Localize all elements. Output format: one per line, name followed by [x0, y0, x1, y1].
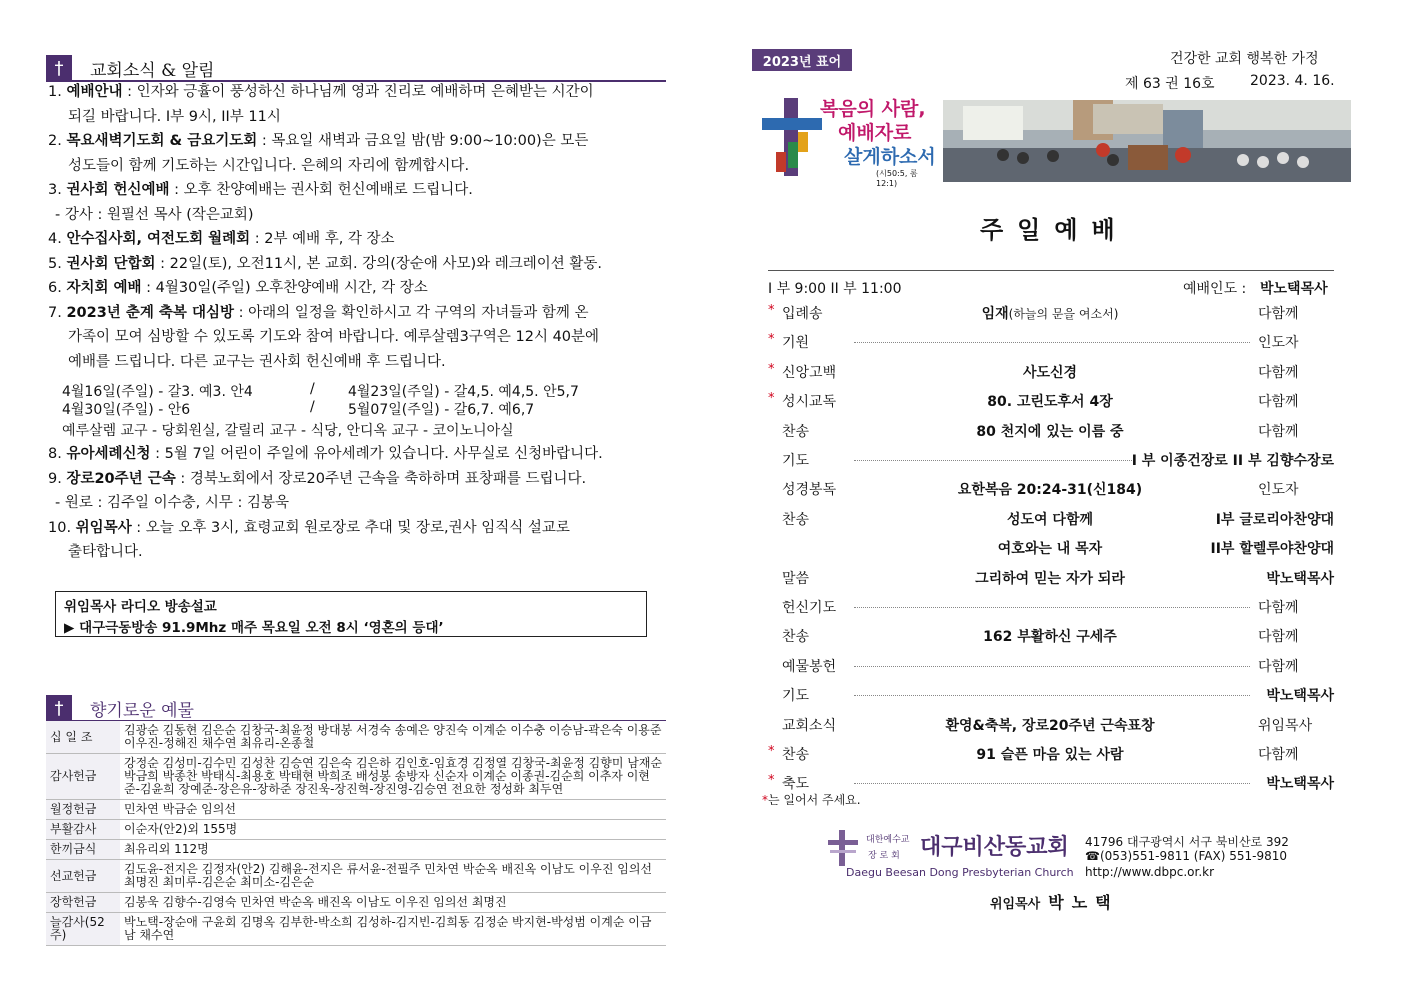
leader-name: 박노택목사 — [1260, 281, 1328, 297]
order-content-text: 환영&축복, 장로20주년 근속표창 — [939, 718, 1160, 734]
news-item — [48, 80, 594, 104]
news-item-number: 2. — [48, 133, 67, 149]
leader-dots — [854, 666, 1250, 667]
order-row — [768, 303, 1336, 327]
order-row — [768, 685, 1336, 709]
order-row — [768, 597, 1336, 621]
leader-dots — [854, 783, 1250, 784]
pastor-name: 박노택 — [1048, 893, 1119, 912]
order-content-text: 요한복음 20:24-31(신184) — [952, 482, 1148, 498]
news-item — [48, 301, 589, 325]
order-row — [768, 509, 1336, 533]
order-row — [768, 479, 1336, 503]
required-stand-mark: * — [768, 332, 775, 348]
news-item-heading: 권사회 단합회 — [66, 255, 156, 272]
news-item-text: : 22일(토), 오전11시, 본 교회. 강의(장순애 사모)와 레크레이션 활동. — [155, 255, 603, 272]
order-leader: 인도자 — [1258, 479, 1334, 499]
offering-names: 강정순 김성미-김수민 김성찬 김승연 김은숙 김은하 김인호-임효경 김정열 김창국-최윤정 김향미 남재순 박금희 박종찬 박태식-최용호 박태현 박희조 배성봉 송방자 신순자 이계순 이종권-김순희 이추자 이현준-김윤희 장예준-장은유-장하준 장진욱-장진혁-장진영-김승연 전요한 정성화 최두연 — [120, 754, 666, 800]
offering-names: 김도윤-전지은 김정자(안2) 김해윤-전지은 류서윤-전필주 민차연 박순옥 배진옥 이남도 이우진 임의선 최명진 최미루-김은순 최미소-김은순 — [120, 860, 666, 893]
order-content — [850, 479, 1250, 499]
required-stand-mark: * — [768, 303, 775, 318]
church-cross-icon — [826, 828, 860, 868]
order-content-text: 91 슬픈 마음 있는 사람 — [970, 747, 1129, 763]
schedule-line: 4월23일(주일) - 갈4,5. 예4,5. 안5,7 — [348, 384, 579, 400]
denomination-2: 장 로 회 — [868, 851, 900, 861]
radio-box — [55, 591, 647, 637]
offering-row — [46, 893, 666, 913]
news-item-continuation: 예배를 드립니다. 다른 교구는 권사회 헌신예배 후 드립니다. — [68, 353, 446, 370]
order-leader: 다함께 — [1258, 626, 1334, 646]
news-item-number: 6. — [48, 280, 67, 296]
order-content — [850, 626, 1250, 646]
order-leader: 다함께 — [1258, 597, 1334, 617]
offering-title: 향기로운 예물 — [90, 700, 194, 721]
order-label: 말씀 — [782, 570, 810, 587]
leader-label: 예배인도 : — [1183, 281, 1247, 297]
news-item-heading: 예배안내 — [66, 84, 123, 100]
order-content-text: 사도신경 — [1017, 365, 1083, 381]
slogan-ref: (시50:5, 롬12:1) — [876, 169, 918, 188]
slogan-line-2: 예배자로 — [838, 122, 912, 144]
required-stand-mark: * — [768, 391, 775, 407]
order-content — [850, 568, 1250, 588]
order-leader: II부 할렐루야찬양대 — [1211, 538, 1334, 558]
issue-number: 제 63 권 16호 — [1125, 76, 1215, 92]
order-row — [768, 656, 1336, 680]
news-item-number: 10. — [48, 519, 76, 536]
schedule-line: / — [310, 399, 315, 415]
order-row — [768, 362, 1336, 386]
order-content-text: 성도여 다함께 — [1001, 512, 1099, 528]
order-label: 교회소식 — [782, 717, 837, 734]
news-item-heading: 목요새벽기도회 & 금요기도회 — [66, 133, 258, 149]
schedule-line: 4월16일(주일) - 갈3. 예3. 안4 — [62, 384, 253, 400]
worship-photo — [943, 100, 1351, 182]
news-item-text: : 목요일 새벽과 금요일 밤(밤 9:00~10:00)은 모든 — [257, 133, 589, 149]
order-leader: 박노택목사 — [1266, 568, 1334, 588]
pastor-label: 위임목사 — [990, 897, 1041, 912]
photo-image — [943, 100, 1351, 182]
order-leader: 박노택목사 — [1266, 773, 1334, 793]
news-section-header — [46, 55, 214, 81]
news-item-continuation: 되길 바랍니다. I부 9시, II부 11시 — [68, 108, 281, 125]
order-label: 찬송 — [782, 511, 810, 528]
news-item — [48, 276, 428, 300]
offering-section-header — [46, 695, 194, 721]
order-content — [850, 391, 1250, 411]
order-row — [768, 715, 1336, 739]
order-leader: I부 글로리아찬양대 — [1216, 509, 1334, 529]
offering-names: 박노택-장순애 구윤회 김명옥 김부한-박소희 김성하-김지빈-김희동 김정순 박지현-박성범 이계순 이금남 채수연 — [120, 913, 666, 946]
order-content-text: 그리하여 믿는 자가 되라 — [969, 571, 1131, 587]
order-label: 예물봉헌 — [782, 658, 837, 675]
slogan-logo — [758, 92, 938, 188]
order-label: 입례송 — [782, 306, 823, 322]
order-leader: 다함께 — [1258, 303, 1334, 323]
news-item-continuation: 가족이 모여 심방할 수 있도록 기도와 참여 바랍니다. 예루살렘3구역은 12시 40분에 — [68, 329, 600, 345]
order-content — [850, 744, 1250, 764]
required-stand-mark: * — [768, 773, 775, 789]
order-label: 성경봉독 — [782, 482, 837, 499]
news-item — [48, 252, 602, 276]
news-item — [48, 467, 586, 491]
schedule-line: 4월30일(주일) - 안6 — [62, 402, 191, 418]
order-leader: 다함께 — [1258, 744, 1334, 764]
order-leader: I 부 이종건장로 II 부 김향수장로 — [1132, 450, 1334, 470]
order-label: 기원 — [782, 335, 810, 352]
news-item-number: 1. — [48, 84, 67, 100]
order-label: 기도 — [782, 688, 810, 705]
order-content-text: 80. 고린도후서 4장 — [981, 394, 1118, 410]
order-row — [768, 626, 1336, 650]
order-leader: 다함께 — [1258, 362, 1334, 382]
year-tag: 2023년 표어 — [752, 49, 852, 71]
offering-category: 장학헌금 — [46, 893, 120, 913]
church-name: 대구비산동교회 — [920, 834, 1069, 860]
news-item-text: : 아래의 일정을 확인하시고 각 구역의 자녀들과 함께 온 — [234, 304, 589, 321]
offering-category: 선교헌금 — [46, 860, 120, 893]
order-leader: 박노택목사 — [1266, 685, 1334, 705]
news-item-heading: 장로20주년 근속 — [66, 470, 176, 487]
required-stand-mark: * — [768, 361, 775, 377]
order-label: 축도 — [782, 776, 810, 793]
cross-icon: † — [46, 55, 72, 81]
offering-category: 부활감사 — [46, 820, 120, 840]
order-label: 성시교독 — [782, 394, 837, 411]
order-leader: 인도자 — [1258, 332, 1334, 352]
order-row — [768, 421, 1336, 445]
order-content-text: 여호와는 내 목자 — [992, 541, 1108, 557]
leader-dots — [854, 695, 1250, 696]
order-label: 찬송 — [782, 423, 810, 440]
order-content-note: (하늘의 문을 여소서) — [1008, 307, 1119, 321]
news-item-text: : 경북노회에서 장로20주년 근속을 축하하며 표창패를 드립니다. — [175, 470, 587, 487]
offering-names: 김봉욱 김향수-김영숙 민차연 박순옥 배진옥 이남도 이우진 임의선 최명진 — [120, 893, 666, 913]
order-leader: 위임목사 — [1258, 715, 1334, 735]
schedule-line: 5월07일(주일) - 갈6,7. 예6,7 — [348, 402, 535, 418]
news-item-heading: 권사회 헌신예배 — [66, 182, 170, 198]
radio-line-2: ▶ 대구극동방송 91.9Mhz 매주 목요일 오전 8시 ‘영혼의 등대’ — [64, 620, 444, 636]
offering-row — [46, 754, 666, 800]
order-label: 헌신기도 — [782, 600, 837, 616]
offering-category: 감사헌금 — [46, 754, 120, 800]
order-label: 찬송 — [782, 747, 810, 763]
news-item-text: : 인자와 긍휼이 풍성하신 하나님께 영과 진리로 예배하며 은혜받는 시간이 — [122, 84, 594, 100]
offering-category: 늘감사(52주) — [46, 913, 120, 946]
order-row — [768, 391, 1336, 415]
news-item — [48, 442, 603, 466]
slogan-line-3: 살게하소서 — [844, 146, 936, 168]
church-english-name: Daegu Beesan Dong Presbyterian Church — [846, 866, 1074, 879]
news-item-heading: 안수집사회, 여전도회 월례회 — [66, 231, 251, 247]
news-title: 교회소식 & 알림 — [90, 60, 215, 81]
news-item-text: : 오후 찬양예배는 권사회 헌신예배로 드립니다. — [169, 182, 473, 198]
news-item-heading: 위임목사 — [75, 519, 132, 536]
offering-row — [46, 913, 666, 946]
church-website[interactable]: http://www.dbpc.or.kr — [1085, 865, 1215, 879]
news-item-text: : 오늘 오후 3시, 효령교회 원로장로 추대 및 장로,권사 임직식 설교로 — [131, 519, 570, 536]
news-item — [48, 178, 473, 202]
order-label: 신앙고백 — [782, 364, 837, 381]
order-row — [768, 450, 1336, 474]
service-times: I 부 9:00 II 부 11:00 — [768, 281, 902, 297]
news-item-text: : 4월30일(주일) 오후찬양예배 시간, 각 장소 — [141, 280, 428, 296]
service-title: 주일예배 — [980, 215, 1129, 244]
order-row — [768, 332, 1336, 356]
stand-note-text: 는 일어서 주세요. — [768, 793, 861, 807]
offering-table — [46, 721, 666, 946]
offering-category: 한끼금식 — [46, 840, 120, 860]
order-content-text: 임재(하늘의 문을 여소서) — [976, 306, 1125, 322]
news-item-continuation: 성도들이 함께 기도하는 시간입니다. 은혜의 자리에 함께합시다. — [68, 157, 470, 174]
news-item — [48, 129, 588, 153]
pastor-line — [990, 890, 1119, 913]
church-address: 41796 대구광역시 서구 북비산로 392 — [1085, 835, 1289, 849]
order-content — [850, 538, 1250, 558]
news-item — [48, 227, 395, 251]
news-item-number: 7. — [48, 304, 67, 321]
leader-dots — [854, 342, 1250, 343]
order-content-text: 162 부활하신 구세주 — [977, 629, 1123, 645]
order-content — [850, 303, 1250, 323]
stand-note: *는 일어서 주세요. — [762, 793, 861, 807]
order-row — [768, 568, 1336, 592]
motto: 건강한 교회 행복한 가정 — [1170, 51, 1319, 67]
offering-row — [46, 721, 666, 754]
schedule-line: 예루살렘 교구 - 당회원실, 갈릴리 교구 - 식당, 안디옥 교구 - 코이노니아실 — [62, 423, 514, 439]
order-label: 기도 — [782, 453, 810, 469]
news-item-number: 3. — [48, 182, 67, 198]
offering-names: 최유리외 112명 — [120, 840, 666, 860]
church-phone: ☎(053)551-9811 (FAX) 551-9810 — [1085, 849, 1287, 863]
cross-icon: † — [46, 695, 72, 721]
order-row — [768, 538, 1336, 562]
order-content — [850, 362, 1250, 382]
offering-row — [46, 840, 666, 860]
offering-row — [46, 800, 666, 820]
leader-dots — [854, 607, 1250, 608]
offering-category: 십 일 조 — [46, 721, 120, 754]
order-content — [850, 421, 1250, 441]
radio-line-1: 위임목사 라디오 방송설교 — [64, 599, 217, 615]
order-label: 찬송 — [782, 629, 810, 646]
order-row — [768, 744, 1336, 768]
news-item — [48, 516, 570, 540]
news-item-text: : 5월 7일 어린이 주일에 유아세례가 있습니다. 사무실로 신청바랍니다. — [150, 446, 603, 462]
news-item-continuation: 출타합니다. — [68, 544, 143, 560]
news-item-heading: 자치회 예배 — [66, 280, 142, 296]
offering-row — [46, 860, 666, 893]
offering-names: 민차연 박금순 임의선 — [120, 800, 666, 820]
order-content-text: 80 천지에 있는 이름 중 — [970, 424, 1129, 440]
order-leader: 다함께 — [1258, 656, 1334, 676]
order-leader: 다함께 — [1258, 391, 1334, 411]
news-item-number: 8. — [48, 446, 67, 462]
news-item-continuation: - 강사 : 원필선 목사 (작은교회) — [55, 206, 254, 223]
offering-row — [46, 820, 666, 840]
issue-date: 2023. 4. 16. — [1250, 73, 1335, 89]
required-stand-mark: * — [768, 744, 775, 759]
order-content — [850, 509, 1250, 529]
offering-names: 이순자(안2)외 155명 — [120, 820, 666, 840]
order-content — [850, 715, 1250, 735]
slogan-line-1: 복음의 사람, — [820, 98, 926, 120]
news-item-number: 4. — [48, 231, 67, 247]
service-divider — [768, 270, 1334, 271]
offering-names: 김광순 김동현 김은순 김창국-최윤정 방대봉 서경숙 송예은 양진숙 이계순 이수충 이승남-곽은숙 이용준 이우진-정해진 채수연 최유리-온종철 — [120, 721, 666, 754]
offering-category: 월정헌금 — [46, 800, 120, 820]
news-item-heading: 유아세례신청 — [66, 446, 151, 462]
news-item-number: 9. — [48, 470, 67, 487]
schedule-line: / — [310, 381, 315, 397]
news-item-text: : 2부 예배 후, 각 장소 — [250, 231, 395, 247]
news-item-heading: 2023년 춘계 축복 대심방 — [66, 304, 235, 321]
news-item-number: 5. — [48, 255, 67, 272]
order-leader: 다함께 — [1258, 421, 1334, 441]
news-item-continuation: - 원로 : 김주일 이수충, 시무 : 김봉욱 — [55, 495, 289, 511]
denomination-1: 대한예수교 — [866, 835, 910, 845]
